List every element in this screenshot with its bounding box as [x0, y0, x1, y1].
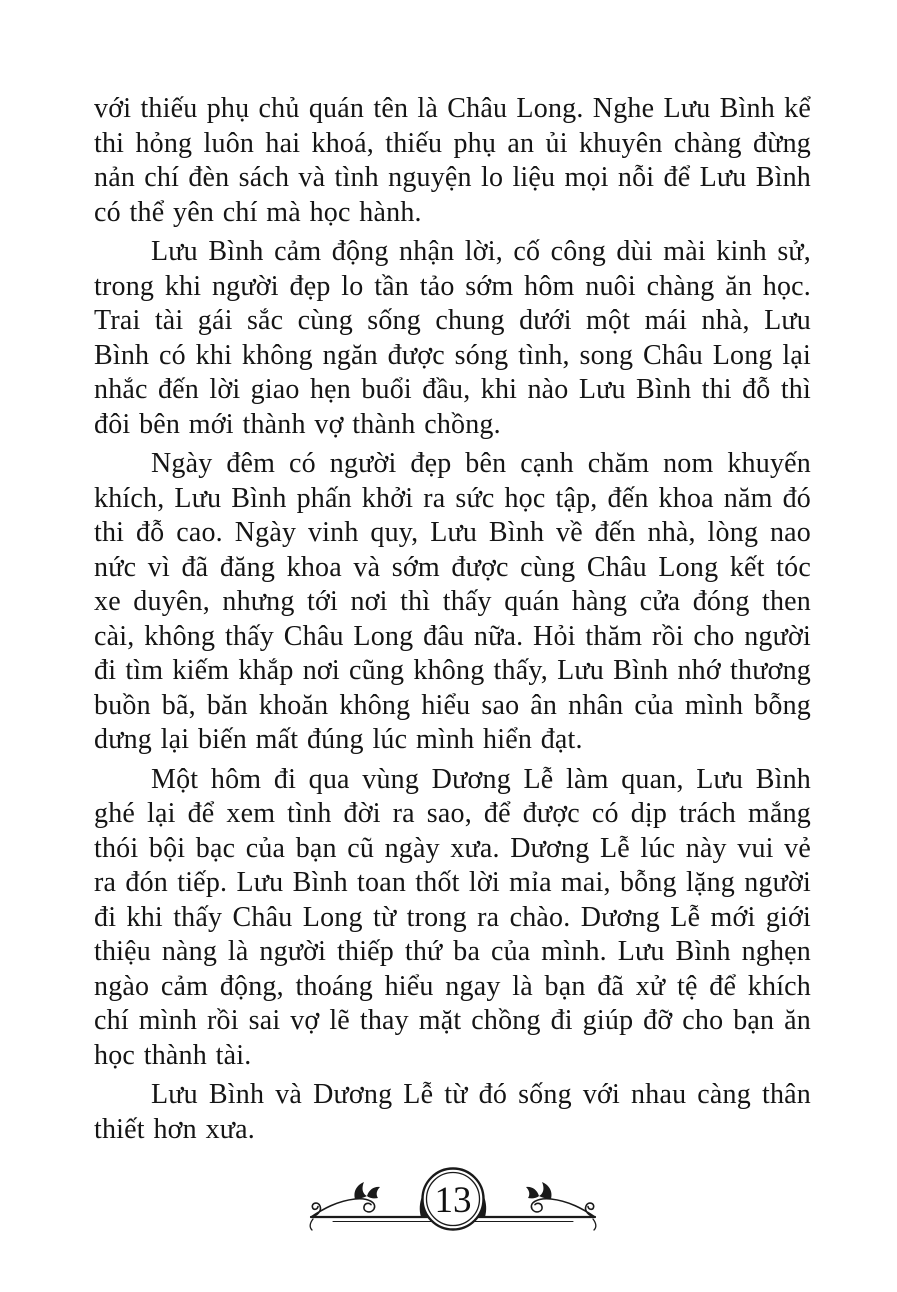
page-number: 13: [434, 1180, 471, 1221]
page-number-ornament: [94, 1159, 811, 1243]
paragraph: Lưu Bình và Dương Lễ từ đó sống với nhau càng thân thiết hơn xưa.: [94, 1079, 811, 1145]
flourish-ornament-icon: [303, 1159, 603, 1243]
paragraph: Lưu Bình cảm động nhận lời, cố công dùi mài kinh sử, trong khi người đẹp lo tần tảo sớm hôm nuôi chàng ăn học. Trai tài gái sắc cùng sống chung dưới một mái nhà, Lưu Bình có khi không ngăn được sóng tình, song Châu Long lại nhắc đến lời giao hẹn buổi đầu, khi nào Lưu Bình thi đỗ thì đôi bên mới thành vợ thành chồng.: [94, 236, 811, 440]
paragraph: Một hôm đi qua vùng Dương Lễ làm quan, Lưu Bình ghé lại để xem tình đời ra sao, để được có dịp trách mắng thói bội bạc của bạn cũ ngày xưa. Dương Lễ lúc này vui vẻ ra đón tiếp. Lưu Bình toan thốt lời mỉa mai, bỗng lặng người đi khi thấy Châu Long từ trong ra chào. Dương Lễ mới giới thiệu nàng là người thiếp thứ ba của mình. Lưu Bình nghẹn ngào cảm động, thoáng hiểu ngay là bạn đã xử tệ để khích chí mình rồi sai vợ lẽ thay mặt chồng đi giúp đỡ cho bạn ăn học thành tài.: [94, 763, 811, 1071]
paragraph: với thiếu phụ chủ quán tên là Châu Long. Nghe Lưu Bình kể thi hỏng luôn hai khoá, thiếu phụ an ủi khuyên chàng đừng nản chí đèn sách và tình nguyện lo liệu mọi nỗi để Lưu Bình có thể yên chí mà học hành.: [94, 93, 811, 228]
paragraph: Ngày đêm có người đẹp bên cạnh chăm nom khuyến khích, Lưu Bình phấn khởi ra sức học tập, đến khoa năm đó thi đỗ cao. Ngày vinh quy, Lưu Bình về đến nhà, lòng nao nức vì đã đăng khoa và sớm được cùng Châu Long kết tóc xe duyên, nhưng tới nơi thì thấy quán hàng cửa đóng then cài, không thấy Châu Long đâu nữa. Hỏi thăm rồi cho người đi tìm kiếm khắp nơi cũng không thấy, Lưu Bình nhớ thương buồn bã, băn khoăn không hiểu sao ân nhân của mình bỗng dưng lại biến mất đúng lúc mình hiển đạt.: [94, 448, 811, 755]
